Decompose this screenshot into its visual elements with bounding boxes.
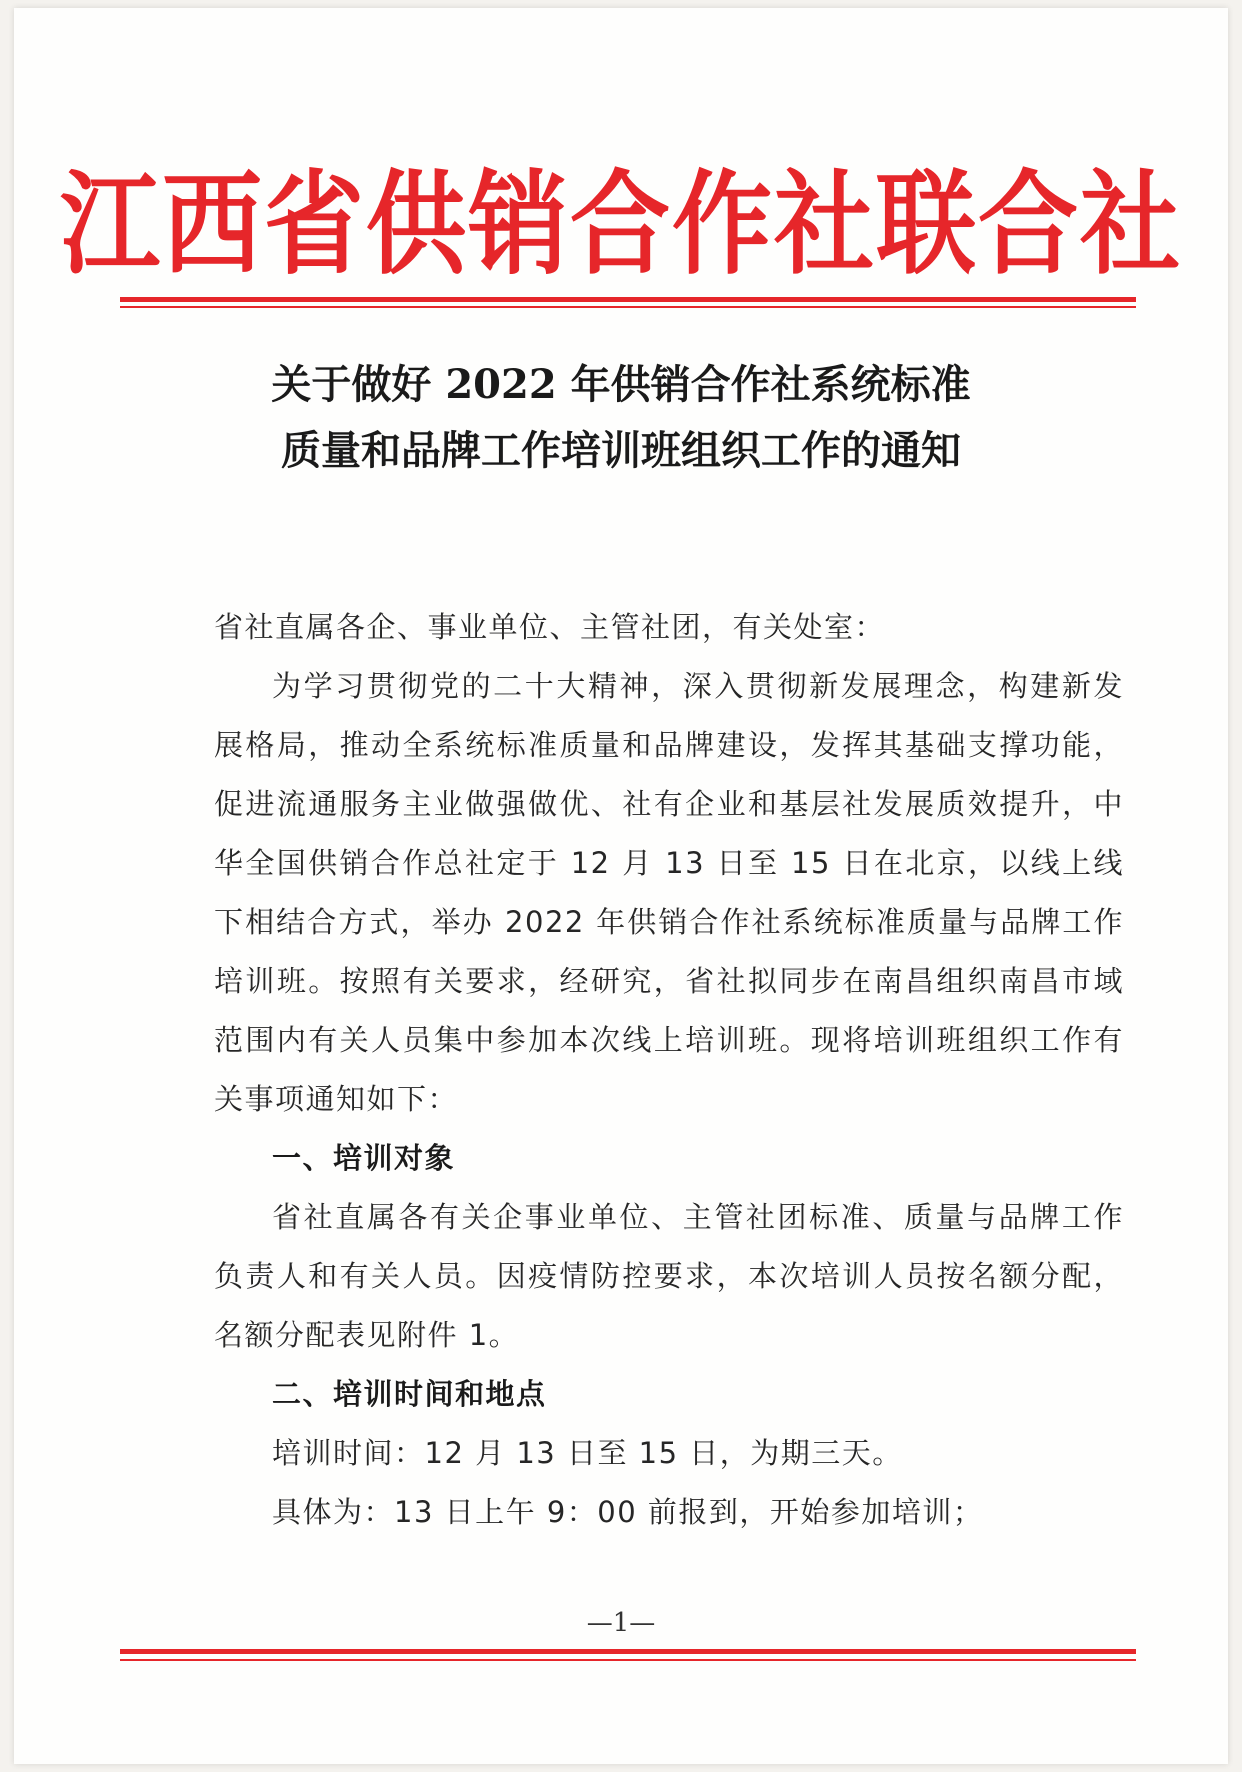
section1-paragraph: 省社直属各有关企事业单位、主管社团标准、质量与品牌工作负责人和有关人员。因疫情防控要求，本次培训人员按名额分配，名额分配表见附件 1。 <box>214 1200 1124 1352</box>
section1-heading: 一、培训对象 <box>272 1141 456 1175</box>
masthead-rule-thin <box>120 306 1136 308</box>
document-body <box>214 598 1124 1542</box>
training-detail: 具体为：13 日上午 9：00 前报到，开始参加培训； <box>272 1495 984 1529</box>
document-title-line1: 关于做好 2022 年供销合作社系统标准 <box>271 361 971 408</box>
footer-rule-thick <box>120 1649 1136 1654</box>
document-page <box>14 8 1228 1764</box>
intro-paragraph: 为学习贯彻党的二十大精神，深入贯彻新发展理念，构建新发展格局，推动全系统标准质量和品牌建设，发挥其基础支撑功能，促进流通服务主业做强做优、社有企业和基层社发展质效提升，中华全国供销合作总社定于 12 月 13 日至 15 日在北京，以线上线下相结合方式，举办 2022 年供销合作社系统标准质量与品牌工作培训班。按照有关要求，经研究，省社拟同步在南昌组织南昌市域范围内有关人员集中参加本次线上培训班。现将培训班组织工作有关事项通知如下： <box>214 669 1124 1116</box>
masthead-org-name: 江西省供销合作社联合社 <box>60 158 1182 290</box>
masthead-rule-thick <box>120 297 1136 302</box>
page-number: —1— <box>586 1608 656 1638</box>
footer-rule-thin <box>120 1659 1136 1661</box>
training-time: 培训时间：12 月 13 日至 15 日，为期三天。 <box>272 1436 903 1470</box>
document-title-line2: 质量和品牌工作培训班组织工作的通知 <box>281 427 961 474</box>
salutation: 省社直属各企、事业单位、主管社团，有关处室： <box>214 610 886 644</box>
section2-heading: 二、培训时间和地点 <box>272 1377 547 1411</box>
